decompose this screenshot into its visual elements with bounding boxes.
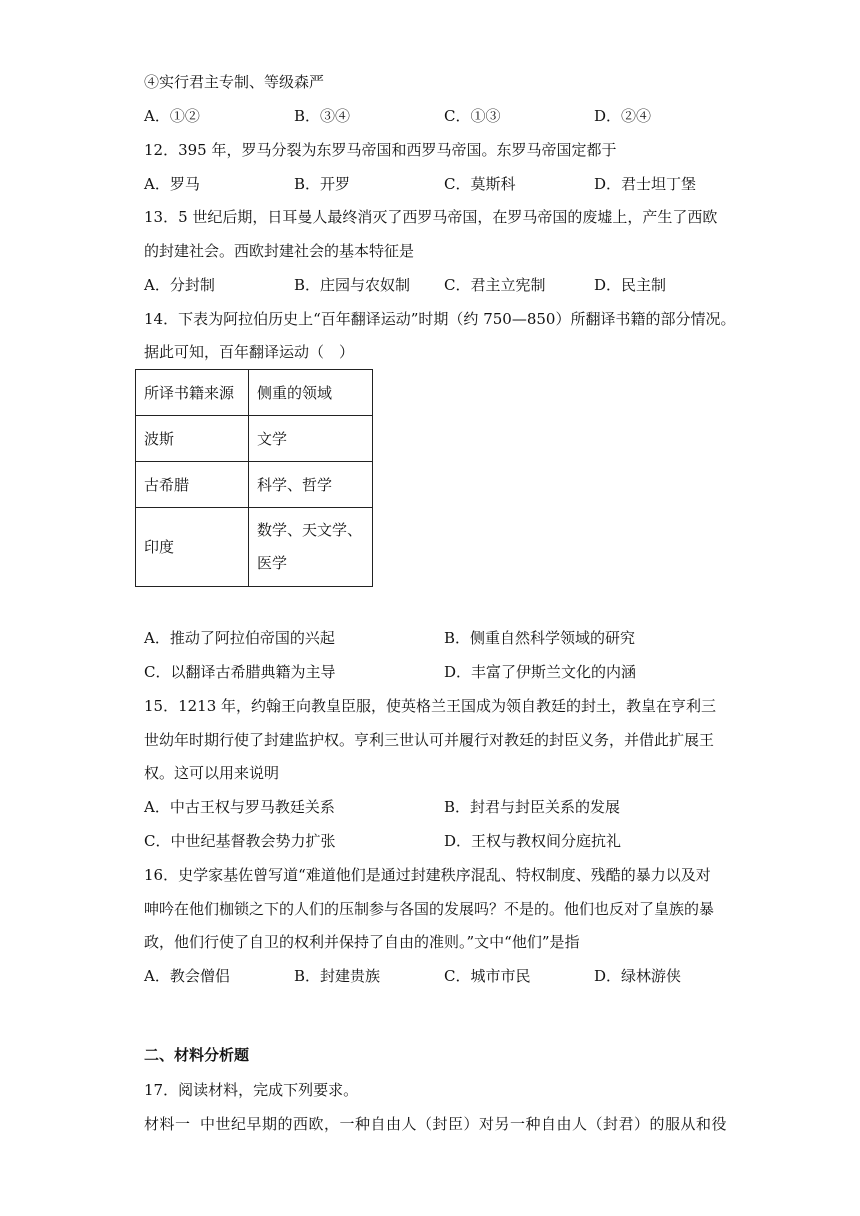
- table-cell-source: 古希腊: [136, 462, 249, 508]
- q14-option-d: D．丰富了伊斯兰文化的内涵: [444, 663, 637, 681]
- q11-option-c: C．①③: [444, 107, 501, 125]
- table-header-row: [136, 370, 373, 416]
- table-cell-field-line1: 数学、天文学、: [257, 521, 363, 539]
- q17-material1: 材料一 中世纪早期的西欧，一种自由人（封臣）对另一种自由人（封君）的服从和役: [144, 1115, 728, 1133]
- table-cell-field: 科学、哲学: [249, 462, 373, 508]
- q15-stem-line1: 15．1213 年，约翰王向教皇臣服，使英格兰王国成为领自教廷的封土，教皇在亨利三: [144, 697, 717, 715]
- q11-option-d: D．②④: [594, 107, 652, 125]
- table-row: [136, 462, 373, 508]
- table-cell-source: 波斯: [136, 416, 249, 462]
- q16-option-a: A．教会僧侣: [144, 967, 230, 985]
- q15-option-b: B．封君与封臣关系的发展: [444, 798, 621, 816]
- q16-option-d: D．绿林游侠: [594, 967, 682, 985]
- q15-stem-line3: 权。这可以用来说明: [144, 764, 280, 782]
- q13-option-a: A．分封制: [144, 276, 215, 294]
- q14-option-c: C．以翻译古希腊典籍为主导: [144, 663, 336, 681]
- q17-stem: 17．阅读材料，完成下列要求。: [144, 1081, 359, 1099]
- q14-stem-line1: 14．下表为阿拉伯历史上“百年翻译运动”时期（约 750—850）所翻译书籍的部分情况。: [144, 310, 736, 328]
- table-row: [136, 416, 373, 462]
- q15-stem-line2: 世幼年时期行使了封建监护权。亨利三世认可并履行对教廷的封臣义务，并借此扩展王: [144, 731, 715, 749]
- q13-option-c: C．君主立宪制: [444, 276, 546, 294]
- q14-option-a: A．推动了阿拉伯帝国的兴起: [144, 629, 335, 647]
- q15-option-c: C．中世纪基督教会势力扩张: [144, 832, 336, 850]
- q12-option-a: A．罗马: [144, 175, 200, 193]
- q14-option-b: B．侧重自然科学领域的研究: [444, 629, 636, 647]
- q12-option-b: B．开罗: [294, 175, 351, 193]
- q11-option-a: A．①②: [144, 107, 200, 125]
- q15-option-a: A．中古王权与罗马教廷关系: [144, 798, 335, 816]
- q13-option-b: B．庄园与农奴制: [294, 276, 411, 294]
- table-header-field: 侧重的领域: [249, 370, 373, 416]
- q12-option-d: D．君士坦丁堡: [594, 175, 697, 193]
- q16-option-c: C．城市市民: [444, 967, 531, 985]
- translation-table: [135, 369, 373, 587]
- q13-stem-line2: 的封建社会。西欧封建社会的基本特征是: [144, 242, 415, 260]
- q16-option-b: B．封建贵族: [294, 967, 381, 985]
- q11-item4: ④实行君主专制、等级森严: [144, 73, 325, 91]
- q12-option-c: C．莫斯科: [444, 175, 516, 193]
- q16-stem-line3: 政，他们行使了自卫的权利并保持了自由的准则。”文中“他们”是指: [144, 933, 580, 951]
- table-cell-field-line2: 医学: [257, 554, 288, 572]
- q13-option-d: D．民主制: [594, 276, 667, 294]
- table-cell-field: 文学: [249, 416, 373, 462]
- q16-stem-line2: 呻吟在他们枷锁之下的人们的压制参与各国的发展吗？不是的。他们也反对了皇族的暴: [144, 900, 715, 918]
- q15-option-d: D．王权与教权间分庭抗礼: [444, 832, 622, 850]
- q13-stem-line1: 13．5 世纪后期，日耳曼人最终消灭了西罗马帝国，在罗马帝国的废墟上，产生了西欧: [144, 208, 718, 226]
- q16-stem-line1: 16．史学家基佐曾写道“难道他们是通过封建秩序混乱、特权制度、残酷的暴力以及对: [144, 866, 711, 884]
- table-cell-field: [249, 508, 373, 587]
- section-heading: 二、材料分析题: [144, 1046, 250, 1064]
- q11-option-b: B．③④: [294, 107, 351, 125]
- table-header-source: 所译书籍来源: [136, 370, 249, 416]
- table-cell-source: 印度: [136, 508, 249, 587]
- q12-stem: 12．395 年，罗马分裂为东罗马帝国和西罗马帝国。东罗马帝国定都于: [144, 141, 617, 159]
- q14-stem-line2: 据此可知，百年翻译运动（ ）: [144, 343, 355, 361]
- table-row: [136, 508, 373, 587]
